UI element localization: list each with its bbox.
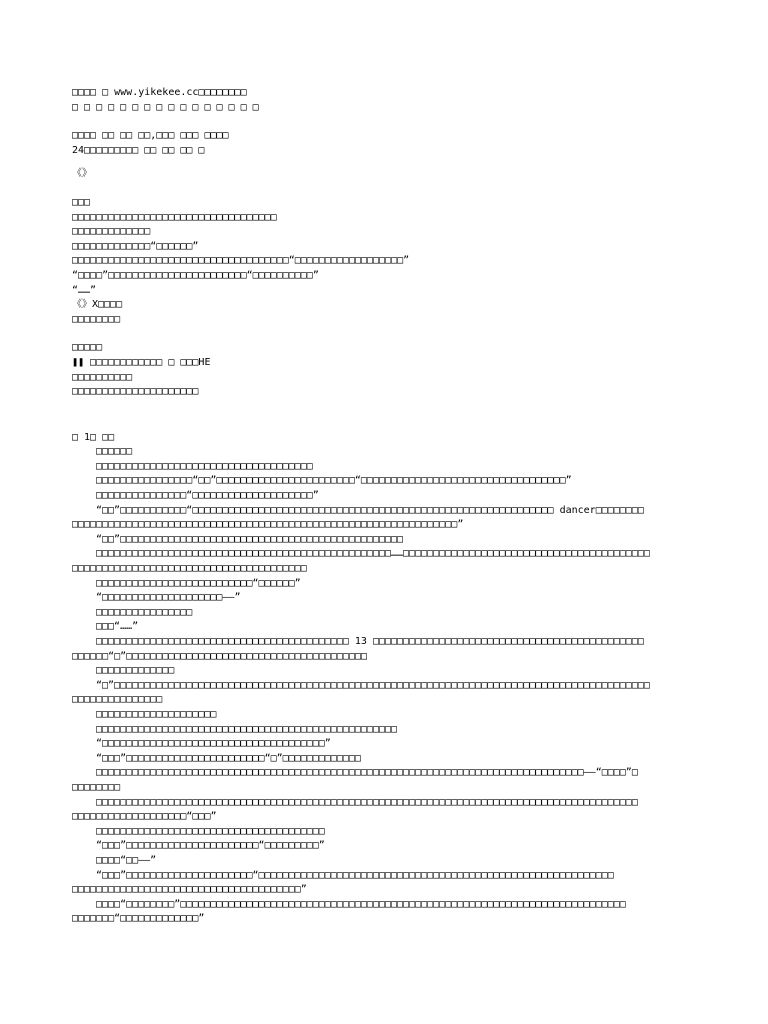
chapter-text-line: □□□□□□□□□□□□□□□□ xyxy=(96,606,193,618)
summary-line: “□□□□”□□□□□□□□□□□□□□□□□□□□□□□“□□□□□□□□□□” xyxy=(72,269,319,281)
book-title-brackets: 《》 xyxy=(72,168,92,180)
chapter-text-line: □□□□□□□□□□□□□□□□□□□□□□□□□□□□□□□□□□□□□□ xyxy=(96,825,325,837)
summary-line: □□□□□□□□ xyxy=(72,313,121,325)
spaced-title-line: □ □ □ □ □ □ □ □ □ □ □ □ □ □ □ □ xyxy=(72,101,259,113)
summary-line: □□□□□□□□□□□□□□□□□□□□□□□□□□□□□□□□□□ xyxy=(72,211,277,223)
chapter-text-line: “□□”□□□□□□□□□□□□□□□□□□□□□□□□□□□□□□□□□□□□□□□□□□□□□□□ xyxy=(96,533,404,545)
chapter-text-line: □□□□□□□□□□□□□□□□□□□□□□□□□□□□□□□□□□□□□□□□□□ 13 □□□□□□□□□□□□□□□□□□□□□□□□□□□□□□□□□□□□□□□□□□□□□ xyxy=(96,636,644,647)
chapter-text-line: □□□□□□“□”□□□□□□□□□□□□□□□□□□□□□□□□□□□□□□□□□□□□□□□□ xyxy=(72,650,368,662)
spacer xyxy=(72,327,696,341)
document-page xyxy=(72,86,696,927)
tags-line: ❚❚ □□□□□□□□□□□□ □ □□□HE xyxy=(72,356,211,368)
summary-line: □□□□□□□□□□□□□□□□□□□□□□□□□□□□□□□□□□□□“□□□□□□□□□□□□□□□□□□” xyxy=(72,255,410,267)
spacer xyxy=(72,182,696,196)
summary-line: □□□□□□□□□□□□□“□□□□□□” xyxy=(72,240,199,252)
spacer xyxy=(72,400,696,422)
chapter-text-line: □□□□□□□□□□□□□□□□□□□□ xyxy=(96,708,217,720)
chapter-text-line: □□□□“□□——” xyxy=(96,854,157,866)
tags-line: □□□□□□□□□□□□□□□□□□□□□ xyxy=(72,386,199,398)
summary-heading: □□□ xyxy=(72,196,91,208)
chapter-text-line: “□□”□□□□□□□□□□□“□□□□□□□□□□□□□□□□□□□□□□□□□□□□□□□□□□□□□□□□□□□□□□□□□□□□□□□□□□□□ dancer□□□□□□□□ xyxy=(96,504,644,516)
summary-line: “……” xyxy=(72,284,97,296)
chapter-text-line: □□□□□□□□□□□□□ xyxy=(96,665,175,677)
chapter-text-line: □□□□□□□□□□□□□□□□□□□□□□□□□□□□□□□□□□□□□□□□□□□□□□□□□□□□□□□□□□□□□□□□” xyxy=(72,519,464,531)
spacer xyxy=(72,115,696,129)
summary-line: 《》X□□□□ xyxy=(72,299,123,311)
tags-heading: □□□□□ xyxy=(72,342,103,354)
intro-line-2: 24□□□□□□□□□ □□ □□ □□ □ xyxy=(72,144,205,156)
chapter-text-line: □□□□□□□□□□□□□□□□“□□”□□□□□□□□□□□□□□□□□□□□□□□“□□□□□□□□□□□□□□□□□□□□□□□□□□□□□□□□□□” xyxy=(96,475,572,487)
chapter-text-line: □□□□□□□□□□□□□□□□□□□□□□□□□□□□□□□□□□□□□□□□□□□□□□□□□□□□□□□□□□□□□□□□□□□□□□□□□□□□□□□□□——“□□□□”□ xyxy=(96,767,638,779)
chapter-text-line: □□□□□□□□□□□□□□□ xyxy=(72,694,163,706)
chapter-text-line: □□□□□□□□□□□□□□□□□□□“□□□” xyxy=(72,811,217,823)
chapter-text-line: □□□□□□□□□□□□□□□□□□□□□□□□□□□□□□□□□□□□□□□ xyxy=(72,563,307,575)
summary-line: □□□□□□□□□□□□□ xyxy=(72,226,151,238)
site-header-line: □□□□ □ www.yikekee.cc□□□□□□□□ xyxy=(72,87,247,98)
chapter-text-line: □□□“……” xyxy=(96,621,139,633)
chapter-text-line: □□□□□□□□□□□□□□□□□□□□□□□□□□□□□□□□□□□□□□□□□□□□□□□□□□ xyxy=(96,723,398,735)
chapter-text-line: □□□□□□□□□□□□□□□□□□□□□□□□□□□□□□□□□□□□□□□□□□□□□□□□□……□□□□□□□□□□□□□□□□□□□□□□□□□□□□□□□□□□□□□□□□□ xyxy=(96,548,650,560)
chapter-text-line: □□□□□□ xyxy=(96,446,133,458)
chapter-text-line: “□”□□□□□□□□□□□□□□□□□□□□□□□□□□□□□□□□□□□□□□□□□□□□□□□□□□□□□□□□□□□□□□□□□□□□□□□□□□□□□□□□□□□□□□□□□ xyxy=(96,679,650,691)
spacer xyxy=(72,158,696,167)
intro-line-1: □□□□ □□ □□ □□,□□□ □□□ □□□□ xyxy=(72,130,229,142)
chapter-text-line: “□□□□□□□□□□□□□□□□□□□□□□□□□□□□□□□□□□□□□” xyxy=(96,738,331,750)
chapter-heading: □ 1□ □□ xyxy=(72,431,115,443)
chapter-text-line: □□□□□□□□□□□□□□□□□□□□□□□□□□□□□□□□□□□□ xyxy=(96,460,313,472)
spacer xyxy=(72,422,696,431)
chapter-text-line: □□□□□□□□□□□□□□□□□□□□□□□□□□“□□□□□□” xyxy=(96,577,301,589)
chapter-text-line: □□□□□□□“□□□□□□□□□□□□□” xyxy=(72,913,205,925)
chapter-body xyxy=(72,445,696,927)
chapter-text-line: “□□□”□□□□□□□□□□□□□□□□□□□□□“□□□□□□□□□□□□□□□□□□□□□□□□□□□□□□□□□□□□□□□□□□□□□□□□□□□□□□□□□□□ xyxy=(96,869,614,881)
chapter-text-line: □□□□□□□□□□□□□□□□□□□□□□□□□□□□□□□□□□□□□□” xyxy=(72,884,307,896)
chapter-text-line: □□□□□□□□□□□□□□□“□□□□□□□□□□□□□□□□□□□□” xyxy=(96,490,319,502)
chapter-text-line: “□□□”□□□□□□□□□□□□□□□□□□□□□□“□□□□□□□□□” xyxy=(96,840,325,852)
tags-line: □□□□□□□□□□ xyxy=(72,371,133,383)
chapter-text-line: □□□□□□□□ xyxy=(72,781,121,793)
chapter-text-line: “□□□□□□□□□□□□□□□□□□□□——” xyxy=(96,592,241,604)
chapter-text-line: □□□□□□□□□□□□□□□□□□□□□□□□□□□□□□□□□□□□□□□□□□□□□□□□□□□□□□□□□□□□□□□□□□□□□□□□□□□□□□□□□□□□□□□□□□ xyxy=(96,796,638,808)
chapter-text-line: □□□□“□□□□□□□□”□□□□□□□□□□□□□□□□□□□□□□□□□□□□□□□□□□□□□□□□□□□□□□□□□□□□□□□□□□□□□□□□□□□□□□□□□□ xyxy=(96,898,626,910)
chapter-text-line: “□□□”□□□□□□□□□□□□□□□□□□□□□□□“□”□□□□□□□□□□□□□ xyxy=(96,752,361,764)
